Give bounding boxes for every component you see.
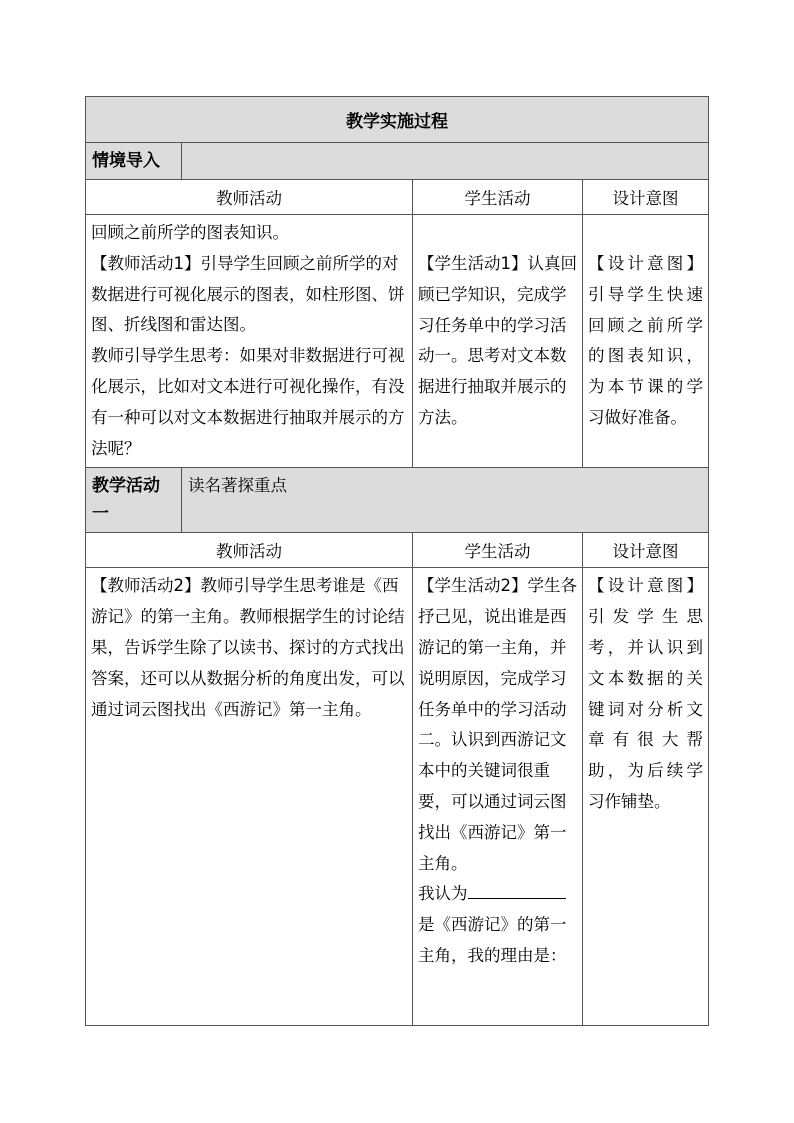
section2-topic: 读名著探重点 (182, 468, 709, 533)
section2-label: 教学活动一 (86, 468, 182, 533)
section1-column-headers (86, 180, 709, 215)
section2-design-cell (583, 568, 709, 1026)
teacher-paragraph: 【教师活动1】引导学生回顾之前所学的对数据进行可视化展示的图表，如柱形图、饼图、折线图和雷达图。 (91, 253, 405, 335)
section1-design-cell (583, 215, 709, 468)
section2-teacher-cell (86, 568, 413, 1026)
section2-column-headers (86, 533, 709, 568)
header-design-intent: 设计意图 (583, 180, 709, 215)
section2-student-cell (413, 568, 583, 1026)
header-teacher-activity: 教师活动 (86, 533, 413, 568)
lesson-plan-table (85, 96, 709, 1026)
design-paragraph: 【设计意图】引发学生思考，并认识到文本数据的关键词对分析文章有很大帮助，为后续学习作铺垫。 (588, 576, 703, 811)
student-paragraph: 【学生活动2】学生各抒己见，说出谁是西游记的第一主角，并说明原因，完成学习任务单中的学习活动二。认识到西游记文本中的关键词很重要，可以通过词云图找出《西游记》第一主角。 (418, 576, 577, 873)
header-teacher-activity: 教师活动 (86, 180, 413, 215)
section1-teacher-cell (86, 215, 413, 468)
section2-header-row (86, 468, 709, 533)
section2-content-row (86, 568, 709, 1026)
section1-topic (182, 143, 709, 180)
lesson-plan-sheet (85, 96, 708, 1026)
section1-student-cell (413, 215, 583, 468)
student-fill-line (418, 879, 577, 971)
header-student-activity: 学生活动 (413, 180, 583, 215)
design-paragraph: 【设计意图】引导学生快速回顾之前所学的图表知识，为本节课的学习做好准备。 (588, 254, 703, 427)
answer-blank (468, 880, 566, 899)
section1-label: 情境导入 (86, 143, 182, 180)
teacher-paragraph: 教师引导学生思考：如果对非数据进行可视化展示，比如对文本进行可视化操作，有没有一种可以对文本数据进行抽取并展示的方法呢？ (91, 346, 405, 458)
fill-suffix: 是《西游记》的第一主角，我的理由是： (418, 915, 567, 965)
fill-prefix: 我认为 (418, 884, 468, 904)
section1-content-row (86, 215, 709, 468)
teacher-paragraph: 【教师活动2】教师引导学生思考谁是《西游记》的第一主角。教师根据学生的讨论结果，告诉学生除了以读书、探讨的方式找出答案，还可以从数据分析的角度出发，可以通过词云图找出《西游记》第一主角。 (91, 576, 405, 719)
title-row (86, 97, 709, 143)
teacher-paragraph: 回顾之前所学的图表知识。 (91, 223, 289, 242)
student-paragraph: 【学生活动1】认真回顾已学知识，完成学习任务单中的学习活动一。思考对文本数据进行抽取并展示的方法。 (418, 254, 577, 427)
page-title: 教学实施过程 (86, 97, 709, 143)
header-student-activity: 学生活动 (413, 533, 583, 568)
section1-header-row (86, 143, 709, 180)
header-design-intent: 设计意图 (583, 533, 709, 568)
